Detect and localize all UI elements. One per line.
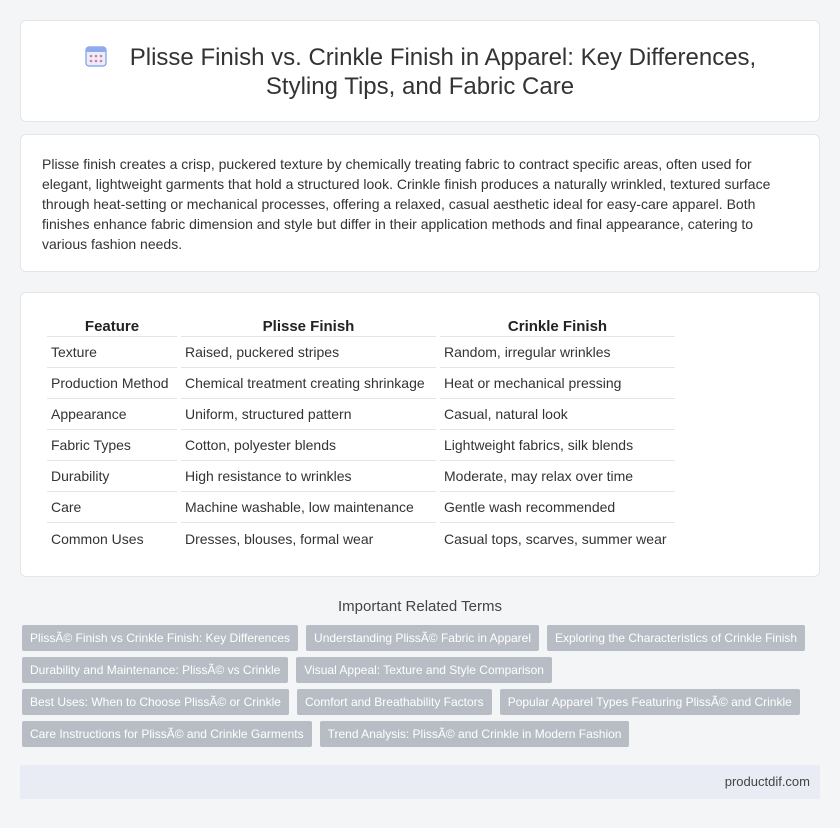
related-term-link[interactable]: Care Instructions for PlissÃ© and Crinkle Garments [22, 721, 312, 747]
related-term-link[interactable]: PlissÃ© Finish vs Crinkle Finish: Key Differences [22, 625, 298, 651]
cell-feature: Texture [47, 337, 177, 368]
cell-plisse: Dresses, blouses, formal wear [185, 530, 374, 547]
footer [20, 765, 820, 799]
table-row [47, 430, 675, 461]
related-term-link[interactable]: Comfort and Breathability Factors [297, 689, 492, 715]
cell-crinkle: Random, irregular wrinkles [440, 337, 675, 368]
header-crinkle: Crinkle Finish [440, 316, 675, 337]
cell-feature: Production Method [47, 368, 177, 399]
header-feature: Feature [47, 316, 177, 337]
table-row [47, 399, 675, 430]
table-row [47, 523, 675, 554]
footer-site-name[interactable]: productdif.com [724, 774, 810, 789]
cell-feature: Common Uses [51, 530, 144, 547]
related-term-link[interactable]: Exploring the Characteristics of Crinkle Finish [547, 625, 805, 651]
cell-plisse: Raised, puckered stripes [181, 337, 436, 368]
calendar-icon [84, 44, 108, 68]
table-row [47, 337, 675, 368]
cell-crinkle: Lightweight fabrics, silk blends [440, 430, 675, 461]
cell-crinkle: Heat or mechanical pressing [440, 368, 675, 399]
cell-crinkle: Moderate, may relax over time [440, 461, 675, 492]
cell-crinkle: Gentle wash recommended [440, 492, 675, 523]
intro-card [20, 134, 820, 272]
related-term-link[interactable]: Durability and Maintenance: PlissÃ© vs Crinkle [22, 657, 288, 683]
table-header-row [47, 316, 675, 337]
table-row [47, 461, 675, 492]
cell-plisse: Uniform, structured pattern [181, 399, 436, 430]
cell-feature: Fabric Types [47, 430, 177, 461]
cell-crinkle: Casual, natural look [440, 399, 675, 430]
header-card [20, 20, 820, 122]
page-title-wrap [21, 43, 819, 101]
page-title: Plisse Finish vs. Crinkle Finish in Apparel: Key Differences, Styling Tips, and Fabric Care [129, 44, 757, 100]
comparison-table [43, 316, 679, 554]
header-plisse: Plisse Finish [181, 316, 436, 337]
related-term-link[interactable]: Understanding PlissÃ© Fabric in Apparel [306, 625, 539, 651]
related-term-link[interactable]: Visual Appeal: Texture and Style Comparison [296, 657, 552, 683]
cell-crinkle: Casual tops, scarves, summer wear [444, 530, 667, 547]
table-row [47, 368, 675, 399]
cell-plisse: Chemical treatment creating shrinkage [181, 368, 436, 399]
cell-feature: Durability [47, 461, 177, 492]
intro-text: Plisse finish creates a crisp, puckered texture by chemically treating fabric to contract specific areas, often used for elegant, lightweight garments that hold a structured look. Crinkle finish produces a naturally wrinkled, textured surface through heat-setting or mechanical processes, offering a relaxed, casual aesthetic ideal for easy-care apparel. Both finishes enhance fabric dimension and style but differ in their application methods and final appearance, catering to various fashion needs. [42, 156, 771, 252]
cell-feature: Care [47, 492, 177, 523]
cell-plisse: Cotton, polyester blends [181, 430, 436, 461]
cell-plisse: Machine washable, low maintenance [181, 492, 436, 523]
related-terms-section [20, 598, 820, 747]
related-terms-list [20, 625, 820, 747]
cell-feature: Appearance [47, 399, 177, 430]
related-term-link[interactable]: Trend Analysis: PlissÃ© and Crinkle in Modern Fashion [320, 721, 630, 747]
table-row [47, 492, 675, 523]
related-terms-heading: Important Related Terms [338, 598, 502, 615]
related-term-link[interactable]: Best Uses: When to Choose PlissÃ© or Crinkle [22, 689, 289, 715]
related-term-link[interactable]: Popular Apparel Types Featuring PlissÃ© and Crinkle [500, 689, 800, 715]
comparison-table-card [20, 292, 820, 577]
cell-plisse: High resistance to wrinkles [181, 461, 436, 492]
